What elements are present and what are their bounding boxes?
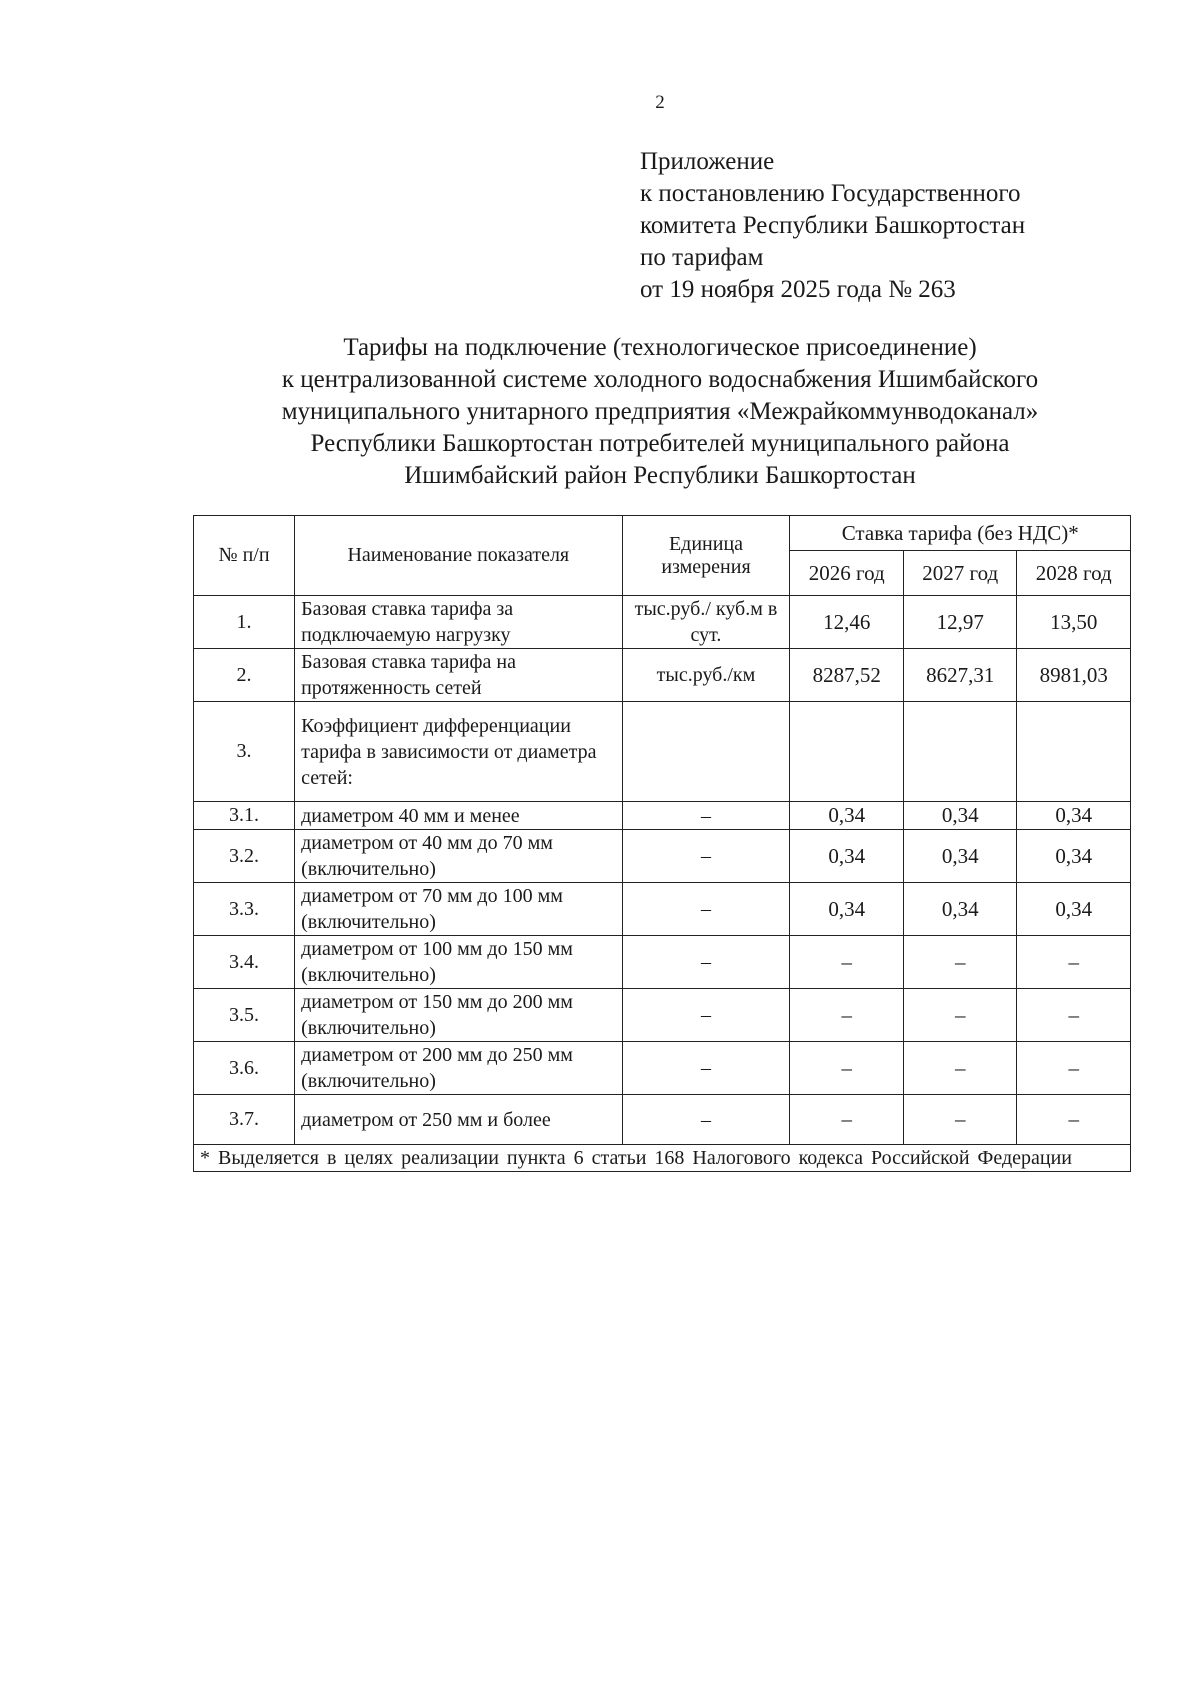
table-row	[194, 802, 1131, 830]
row-name: диаметром 40 мм и менее	[295, 802, 622, 830]
row-unit	[622, 702, 790, 802]
title-line: Тарифы на подключение (технологическое присоединение)	[343, 334, 977, 361]
row-value-2027: 0,34	[903, 802, 1017, 830]
appendix-line: комитета Республики Башкортостан	[640, 212, 1026, 239]
tariff-table	[193, 515, 1131, 1172]
row-name: диаметром от 40 мм до 70 мм (включительно)	[295, 830, 622, 883]
row-value-2026: –	[790, 1042, 904, 1095]
header-unit: Единица измерения	[622, 516, 790, 596]
row-value-2027: 0,34	[903, 830, 1017, 883]
row-name: диаметром от 150 мм до 200 мм (включительно)	[295, 989, 622, 1042]
table-row	[194, 649, 1131, 702]
appendix-line: Приложение	[640, 148, 775, 175]
appendix-line: к постановлению Государственного	[640, 180, 1021, 207]
row-name: Базовая ставка тарифа за подключаемую нагрузку	[295, 596, 622, 649]
row-value-2027: 12,97	[903, 596, 1017, 649]
row-value-2026: 8287,52	[790, 649, 904, 702]
footnote-row	[194, 1145, 1131, 1172]
footnote	[194, 1145, 1131, 1172]
row-number: 1.	[194, 596, 295, 649]
row-unit: –	[622, 989, 790, 1042]
row-value-2027: 8627,31	[903, 649, 1017, 702]
row-unit: –	[622, 1095, 790, 1145]
row-name: диаметром от 100 мм до 150 мм (включительно)	[295, 936, 622, 989]
header-year: 2028 год	[1017, 551, 1131, 596]
row-name: диаметром от 250 мм и более	[295, 1095, 622, 1145]
row-number: 2.	[194, 649, 295, 702]
row-value-2026: 0,34	[790, 883, 904, 936]
row-name: диаметром от 200 мм до 250 мм (включительно)	[295, 1042, 622, 1095]
row-value-2026: 0,34	[790, 802, 904, 830]
row-value-2027: –	[903, 1095, 1017, 1145]
row-unit: –	[622, 936, 790, 989]
appendix-line: по тарифам	[640, 244, 764, 271]
row-value-2027: 0,34	[903, 883, 1017, 936]
row-value-2027: –	[903, 989, 1017, 1042]
page-number: 2	[655, 92, 665, 113]
table-row	[194, 1042, 1131, 1095]
table-row	[194, 936, 1131, 989]
title-line: Республики Башкортостан потребителей муниципального района	[310, 430, 1010, 457]
row-unit: –	[622, 830, 790, 883]
row-value-2028: 0,34	[1017, 802, 1131, 830]
appendix-block	[640, 146, 1025, 306]
row-unit: –	[622, 1042, 790, 1095]
row-number: 3.1.	[194, 802, 295, 830]
row-number: 3.4.	[194, 936, 295, 989]
row-name: диаметром от 70 мм до 100 мм (включительно)	[295, 883, 622, 936]
row-value-2028: –	[1017, 1095, 1131, 1145]
title-line: муниципального унитарного предприятия «Межрайкоммунводоканал»	[281, 398, 1039, 425]
document-title	[200, 332, 1120, 492]
table-row	[194, 1095, 1131, 1145]
row-value-2028: 8981,03	[1017, 649, 1131, 702]
row-value-2027: –	[903, 1042, 1017, 1095]
table-row	[194, 702, 1131, 802]
row-value-2026: 0,34	[790, 830, 904, 883]
row-value-2028: –	[1017, 936, 1131, 989]
appendix-line: от 19 ноября 2025 года № 263	[640, 276, 956, 303]
row-value-2026: 12,46	[790, 596, 904, 649]
row-value-2028	[1017, 702, 1131, 802]
row-number: 3.6.	[194, 1042, 295, 1095]
row-value-2028: 13,50	[1017, 596, 1131, 649]
row-value-2026	[790, 702, 904, 802]
table-row	[194, 830, 1131, 883]
row-value-2028: –	[1017, 989, 1131, 1042]
row-value-2027: –	[903, 936, 1017, 989]
row-number: 3.	[194, 702, 295, 802]
row-number: 3.3.	[194, 883, 295, 936]
footnote-text: * Выделяется в целях реализации пункта 6 статьи 168 Налогового кодекса Российской Федерации	[200, 1147, 1073, 1169]
table-row	[194, 596, 1131, 649]
title-line: к централизованной системе холодного водоснабжения Ишимбайского	[281, 366, 1039, 393]
table-row	[194, 989, 1131, 1042]
row-unit: тыс.руб./км	[622, 649, 790, 702]
row-value-2026: –	[790, 936, 904, 989]
header-year: 2026 год	[790, 551, 904, 596]
row-value-2026: –	[790, 1095, 904, 1145]
row-value-2027	[903, 702, 1017, 802]
row-unit: тыс.руб./ куб.м в сут.	[622, 596, 790, 649]
title-line: Ишимбайский район Республики Башкортостан	[404, 462, 916, 489]
header-year: 2027 год	[903, 551, 1017, 596]
row-value-2028: 0,34	[1017, 830, 1131, 883]
row-unit: –	[622, 802, 790, 830]
row-unit: –	[622, 883, 790, 936]
header-row	[194, 516, 1131, 551]
row-value-2028: 0,34	[1017, 883, 1131, 936]
row-value-2028: –	[1017, 1042, 1131, 1095]
header-name: Наименование показателя	[295, 516, 622, 596]
row-name: Коэффициент дифференциации тарифа в зависимости от диаметра сетей:	[295, 702, 622, 802]
row-value-2026: –	[790, 989, 904, 1042]
row-number: 3.2.	[194, 830, 295, 883]
row-name: Базовая ставка тарифа на протяженность сетей	[295, 649, 622, 702]
table-row	[194, 883, 1131, 936]
header-num: № п/п	[194, 516, 295, 596]
row-number: 3.5.	[194, 989, 295, 1042]
header-rate: Ставка тарифа (без НДС)*	[790, 516, 1131, 551]
row-number: 3.7.	[194, 1095, 295, 1145]
